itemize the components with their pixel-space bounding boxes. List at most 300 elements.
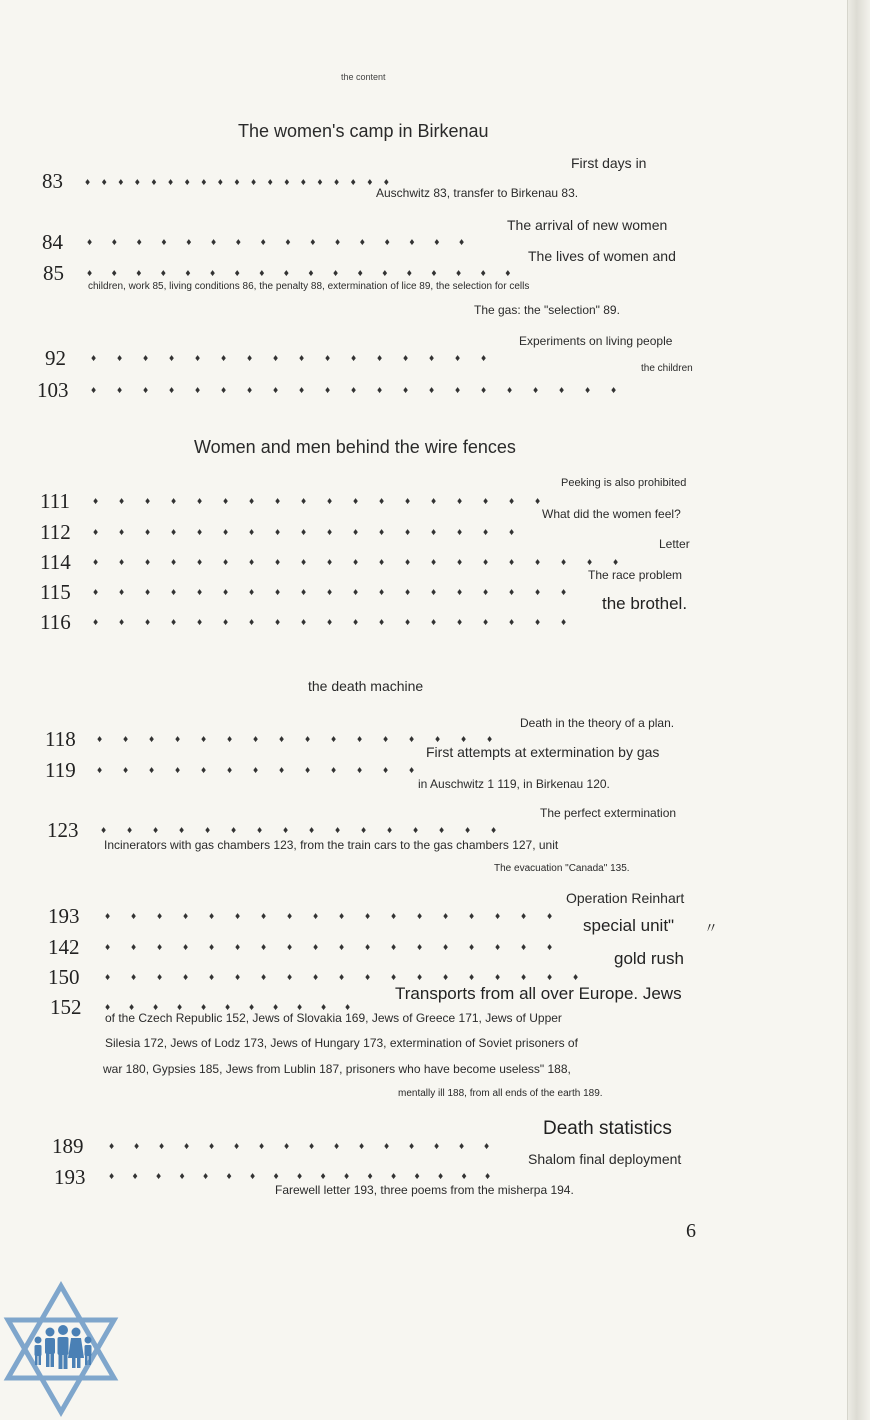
leader-dot: ♦ <box>520 943 528 952</box>
leader-dot: ♦ <box>338 943 346 952</box>
leader-dot: ♦ <box>196 588 204 597</box>
page-heading: the content <box>341 72 386 82</box>
leader-dot: ♦ <box>256 826 264 835</box>
leader-dot: ♦ <box>307 269 315 278</box>
leader-dot: ♦ <box>482 497 490 506</box>
leader-dot: ♦ <box>364 943 372 952</box>
page-number-entry: 193 <box>48 904 80 928</box>
leader-dot: ♦ <box>296 1172 304 1181</box>
leader-dot: ♦ <box>159 269 167 278</box>
leader-dot: ♦ <box>104 1003 112 1012</box>
leader-dot: ♦ <box>482 558 490 567</box>
leader-dot: ♦ <box>520 973 528 982</box>
leader-dot: ♦ <box>404 588 412 597</box>
leader-dot: ♦ <box>284 238 292 247</box>
leader-dot: ♦ <box>486 735 494 744</box>
leader-dot: ♦ <box>130 973 138 982</box>
entry-title: Letter <box>659 537 690 551</box>
leader-dot: ♦ <box>144 497 152 506</box>
leader-dot: ♦ <box>402 354 410 363</box>
leader-dot: ♦ <box>484 1172 492 1181</box>
entry-title: The perfect extermination <box>540 806 677 820</box>
leader-dot: ♦ <box>283 178 291 187</box>
leader-dot: ♦ <box>122 766 130 775</box>
leader-dot: ♦ <box>158 1142 166 1151</box>
leader-dot: ♦ <box>482 528 490 537</box>
leader-dot: ♦ <box>428 386 436 395</box>
entry-title: Operation Reinhart <box>566 890 685 906</box>
leader-dot: ♦ <box>490 826 498 835</box>
page-number-entry: 103 <box>37 378 69 402</box>
leader-dot: ♦ <box>200 178 208 187</box>
leader-dot: ♦ <box>144 528 152 537</box>
leader-dot: ♦ <box>408 238 416 247</box>
leader-dot: ♦ <box>358 238 366 247</box>
entry-title: First attempts at extermination by gas <box>426 744 660 760</box>
leader-dot: ♦ <box>330 766 338 775</box>
leader-dot: ♦ <box>86 238 94 247</box>
leader-dot: ♦ <box>352 497 360 506</box>
leader-dot: ♦ <box>458 1142 466 1151</box>
leader-dot: ♦ <box>356 269 364 278</box>
star-of-david-family-icon <box>0 1280 122 1418</box>
entry-description: Auschwitz 83, transfer to Birkenau 83. <box>376 186 579 200</box>
leader-dot: ♦ <box>320 1003 328 1012</box>
leader-dot: ♦ <box>300 528 308 537</box>
leader-dot: ♦ <box>534 588 542 597</box>
entry-description: The gas: the "selection" 89. <box>474 303 620 317</box>
leader-dot: ♦ <box>430 618 438 627</box>
leader-dot: ♦ <box>233 1142 241 1151</box>
leader-dot: ♦ <box>118 588 126 597</box>
leader-dot: ♦ <box>252 735 260 744</box>
leader-dot: ♦ <box>117 178 125 187</box>
leader-dot: ♦ <box>405 269 413 278</box>
leader-dot: ♦ <box>386 826 394 835</box>
leader-dot: ♦ <box>304 735 312 744</box>
quote-mark: 〃 <box>704 920 718 936</box>
leader-dot: ♦ <box>494 912 502 921</box>
leader-dot: ♦ <box>454 354 462 363</box>
leader-dot: ♦ <box>259 238 267 247</box>
leader-dot: ♦ <box>174 766 182 775</box>
entry-description: Silesia 172, Jews of Lodz 173, Jews of Hungary 173, extermination of Soviet prisoners of <box>105 1036 578 1050</box>
entry-description: war 180, Gypsies 185, Jews from Lublin 187, prisoners who have become useless" 188, <box>103 1062 571 1076</box>
leader-dot: ♦ <box>133 178 141 187</box>
leader-dot: ♦ <box>118 528 126 537</box>
leader-dot: ♦ <box>356 766 364 775</box>
leader-dot: ♦ <box>224 1003 232 1012</box>
leader-dot: ♦ <box>248 528 256 537</box>
leader-dot: ♦ <box>130 912 138 921</box>
leader-dot: ♦ <box>437 1172 445 1181</box>
leader-dot: ♦ <box>360 826 368 835</box>
leader-dot: ♦ <box>130 943 138 952</box>
leader-dot: ♦ <box>148 766 156 775</box>
leader-dot: ♦ <box>324 354 332 363</box>
leader-dot: ♦ <box>178 1172 186 1181</box>
leader-dot: ♦ <box>222 497 230 506</box>
leader-dot: ♦ <box>416 973 424 982</box>
leader-dot: ♦ <box>185 238 193 247</box>
leader-dot: ♦ <box>142 354 150 363</box>
leader-dot: ♦ <box>508 497 516 506</box>
leader-dot: ♦ <box>92 558 100 567</box>
leader-dot: ♦ <box>258 269 266 278</box>
leader-dot: ♦ <box>416 912 424 921</box>
entry-title: Shalom final deployment <box>528 1151 682 1167</box>
leader-dot: ♦ <box>390 1172 398 1181</box>
leader-dot: ♦ <box>381 269 389 278</box>
leader-dot: ♦ <box>116 354 124 363</box>
entry-description: Incinerators with gas chambers 123, from the train cars to the gas chambers 127, unit <box>104 838 559 852</box>
leader-dot: ♦ <box>534 618 542 627</box>
leader-dot: ♦ <box>324 386 332 395</box>
leader-dot: ♦ <box>233 178 241 187</box>
page-number-entry: 112 <box>40 520 71 544</box>
leader-dot: ♦ <box>412 826 420 835</box>
leader-dot: ♦ <box>520 912 528 921</box>
leader-dot: ♦ <box>286 973 294 982</box>
leader-dot: ♦ <box>92 528 100 537</box>
leader-dot: ♦ <box>128 1003 136 1012</box>
leader-dot: ♦ <box>230 826 238 835</box>
leader-dot: ♦ <box>460 735 468 744</box>
entry-title: Death in the theory of a plan. <box>520 716 675 730</box>
entry-title: Transports from all over Europe. Jews <box>395 984 682 1003</box>
leader-dot: ♦ <box>460 1172 468 1181</box>
leader-dot: ♦ <box>584 386 592 395</box>
leader-dot: ♦ <box>352 618 360 627</box>
leader-dot: ♦ <box>326 528 334 537</box>
page-number-entry: 92 <box>45 346 66 370</box>
leader-dot: ♦ <box>208 912 216 921</box>
leader-dot: ♦ <box>309 238 317 247</box>
page-number-entry: 142 <box>48 935 80 959</box>
leader-dot: ♦ <box>272 1003 280 1012</box>
leader-dot: ♦ <box>378 618 386 627</box>
leader-dot: ♦ <box>170 558 178 567</box>
leader-dot: ♦ <box>156 973 164 982</box>
leader-dot: ♦ <box>352 558 360 567</box>
leader-dot: ♦ <box>152 826 160 835</box>
leader-dot: ♦ <box>390 973 398 982</box>
leader-dot: ♦ <box>168 354 176 363</box>
entry-description: mentally ill 188, from all ends of the earth 189. <box>398 1088 603 1099</box>
leader-dot: ♦ <box>248 497 256 506</box>
leader-dot: ♦ <box>222 588 230 597</box>
leader-dot: ♦ <box>210 238 218 247</box>
leader-dot: ♦ <box>560 618 568 627</box>
leader-dot: ♦ <box>356 735 364 744</box>
leader-dot: ♦ <box>104 912 112 921</box>
leader-dot: ♦ <box>122 735 130 744</box>
leader-dot: ♦ <box>442 973 450 982</box>
leader-dot: ♦ <box>546 912 554 921</box>
leader-dot: ♦ <box>283 1142 291 1151</box>
page-number-entry: 84 <box>42 230 63 254</box>
leader-dot: ♦ <box>404 497 412 506</box>
leader-dot: ♦ <box>483 1142 491 1151</box>
leader-dot: ♦ <box>208 1142 216 1151</box>
leader-dot: ♦ <box>560 588 568 597</box>
leader-dot: ♦ <box>560 558 568 567</box>
leader-dot: ♦ <box>430 558 438 567</box>
leader-dot: ♦ <box>182 943 190 952</box>
leader-dot: ♦ <box>272 354 280 363</box>
entry-description: in Auschwitz 1 119, in Birkenau 120. <box>418 777 610 791</box>
leader-dot: ♦ <box>200 766 208 775</box>
leader-dot: ♦ <box>333 178 341 187</box>
leader-dot: ♦ <box>204 826 212 835</box>
leader-dot: ♦ <box>383 1142 391 1151</box>
leader-dot: ♦ <box>110 269 118 278</box>
leader-dot: ♦ <box>246 386 254 395</box>
leader-dot: ♦ <box>494 973 502 982</box>
leader-dot: ♦ <box>168 386 176 395</box>
leader-dot: ♦ <box>174 735 182 744</box>
leader-dot: ♦ <box>319 1172 327 1181</box>
leader-dot: ♦ <box>366 178 374 187</box>
leader-dot: ♦ <box>458 238 466 247</box>
leader-dot: ♦ <box>338 973 346 982</box>
page-number-entry: 118 <box>45 727 76 751</box>
page-number-entry: 83 <box>42 169 63 193</box>
entry-title: The lives of women and <box>528 248 676 264</box>
leader-dot: ♦ <box>312 912 320 921</box>
leader-dot: ♦ <box>532 386 540 395</box>
section-title-wire-fences: Women and men behind the wire fences <box>194 437 516 457</box>
leader-dot: ♦ <box>226 735 234 744</box>
leader-dot: ♦ <box>350 386 358 395</box>
leader-dot: ♦ <box>135 238 143 247</box>
leader-dot: ♦ <box>350 354 358 363</box>
leader-dot: ♦ <box>183 1142 191 1151</box>
leader-dot: ♦ <box>182 973 190 982</box>
leader-dot: ♦ <box>300 497 308 506</box>
leader-dot: ♦ <box>131 1172 139 1181</box>
page-number-entry: 116 <box>40 610 71 634</box>
leader-dot: ♦ <box>430 528 438 537</box>
leader-dot: ♦ <box>274 588 282 597</box>
leader-dot: ♦ <box>338 912 346 921</box>
leader-dot: ♦ <box>278 735 286 744</box>
leader-dot: ♦ <box>468 912 476 921</box>
leader-dot: ♦ <box>92 497 100 506</box>
leader-dot: ♦ <box>249 1172 257 1181</box>
leader-dot: ♦ <box>104 973 112 982</box>
leader-dot: ♦ <box>234 912 242 921</box>
leader-dot: ♦ <box>135 269 143 278</box>
leader-dot: ♦ <box>104 943 112 952</box>
leader-dot: ♦ <box>316 178 324 187</box>
entry-title: gold rush <box>614 949 684 968</box>
leader-dot: ♦ <box>118 497 126 506</box>
leader-dot: ♦ <box>300 558 308 567</box>
leader-dot: ♦ <box>434 735 442 744</box>
leader-dot: ♦ <box>332 269 340 278</box>
leader-dot: ♦ <box>382 178 390 187</box>
leader-dot: ♦ <box>442 912 450 921</box>
leader-dot: ♦ <box>246 354 254 363</box>
leader-dot: ♦ <box>390 912 398 921</box>
leader-dot: ♦ <box>326 618 334 627</box>
leader-dot: ♦ <box>152 1003 160 1012</box>
leader-dot: ♦ <box>456 558 464 567</box>
leader-dot: ♦ <box>118 558 126 567</box>
leader-dot: ♦ <box>428 354 436 363</box>
leader-dot: ♦ <box>144 588 152 597</box>
leader-dot: ♦ <box>344 1003 352 1012</box>
leader-dot: ♦ <box>376 354 384 363</box>
leader-dot: ♦ <box>258 1142 266 1151</box>
leader-dot: ♦ <box>378 558 386 567</box>
leader-dot: ♦ <box>194 354 202 363</box>
page-number-entry: 114 <box>40 550 71 574</box>
leader-dot: ♦ <box>334 826 342 835</box>
entry-description: of the Czech Republic 152, Jews of Slovakia 169, Jews of Greece 171, Jews of Upper <box>105 1011 562 1025</box>
leader-dot: ♦ <box>282 826 290 835</box>
leader-dot: ♦ <box>90 354 98 363</box>
leader-dot: ♦ <box>183 178 191 187</box>
leader-dot: ♦ <box>208 973 216 982</box>
leader-dot: ♦ <box>408 735 416 744</box>
leader-dot: ♦ <box>404 558 412 567</box>
leader-dot: ♦ <box>390 943 398 952</box>
page-number-entry: 85 <box>43 261 64 285</box>
page-number-entry: 152 <box>50 995 82 1019</box>
leader-dot: ♦ <box>248 588 256 597</box>
leader-dot: ♦ <box>144 558 152 567</box>
leader-dot: ♦ <box>376 386 384 395</box>
leader-dot: ♦ <box>194 386 202 395</box>
leader-dot: ♦ <box>343 1172 351 1181</box>
leader-dot: ♦ <box>200 735 208 744</box>
leader-dot: ♦ <box>108 1142 116 1151</box>
leader-dot: ♦ <box>404 618 412 627</box>
leader-dot: ♦ <box>612 558 620 567</box>
leader-dot: ♦ <box>234 973 242 982</box>
leader-dot: ♦ <box>176 1003 184 1012</box>
entry-title: the children <box>641 363 693 374</box>
leader-dot: ♦ <box>196 558 204 567</box>
leader-dot: ♦ <box>282 269 290 278</box>
leader-dot: ♦ <box>300 618 308 627</box>
page-edge <box>847 0 870 1420</box>
entry-title: First days in <box>571 155 647 171</box>
leader-dot: ♦ <box>274 558 282 567</box>
leader-dot: ♦ <box>482 618 490 627</box>
leader-dot: ♦ <box>233 269 241 278</box>
leader-dot: ♦ <box>430 497 438 506</box>
leader-dot: ♦ <box>200 1003 208 1012</box>
page-number-entry: 150 <box>48 965 80 989</box>
leader-dot: ♦ <box>133 1142 141 1151</box>
leader-dot: ♦ <box>408 1142 416 1151</box>
leader-dot: ♦ <box>326 558 334 567</box>
leader-dot: ♦ <box>468 973 476 982</box>
leader-dot: ♦ <box>248 558 256 567</box>
leader-dot: ♦ <box>170 497 178 506</box>
leader-dot: ♦ <box>610 386 618 395</box>
leader-dot: ♦ <box>86 269 94 278</box>
leader-dot: ♦ <box>366 1172 374 1181</box>
leader-dot: ♦ <box>100 826 108 835</box>
leader-dot: ♦ <box>416 943 424 952</box>
leader-dot: ♦ <box>178 826 186 835</box>
leader-dot: ♦ <box>508 618 516 627</box>
entry-title: What did the women feel? <box>542 507 681 521</box>
leader-dot: ♦ <box>170 618 178 627</box>
leader-dot: ♦ <box>260 943 268 952</box>
leader-dot: ♦ <box>586 558 594 567</box>
leader-dot: ♦ <box>352 528 360 537</box>
leader-dot: ♦ <box>308 1142 316 1151</box>
leader-dot: ♦ <box>144 618 152 627</box>
leader-dot: ♦ <box>90 386 98 395</box>
leader-dot: ♦ <box>222 528 230 537</box>
leader-dot: ♦ <box>312 973 320 982</box>
leader-dot: ♦ <box>558 386 566 395</box>
leader-dot: ♦ <box>92 588 100 597</box>
leader-dot: ♦ <box>508 588 516 597</box>
leader-dot: ♦ <box>126 826 134 835</box>
entry-title: Peeking is also prohibited <box>561 477 687 489</box>
leader-dot: ♦ <box>209 269 217 278</box>
entry-description: Farewell letter 193, three poems from the misherpa 194. <box>275 1183 574 1197</box>
leader-dot: ♦ <box>278 766 286 775</box>
leader-dot: ♦ <box>454 386 462 395</box>
leader-dot: ♦ <box>96 766 104 775</box>
leader-dot: ♦ <box>456 618 464 627</box>
leader-dot: ♦ <box>184 269 192 278</box>
entry-title: The race problem <box>588 568 683 582</box>
leader-dot: ♦ <box>494 943 502 952</box>
leader-dot: ♦ <box>182 912 190 921</box>
leader-dot: ♦ <box>296 1003 304 1012</box>
leader-dot: ♦ <box>234 943 242 952</box>
leader-dot: ♦ <box>196 497 204 506</box>
leader-dot: ♦ <box>272 1172 280 1181</box>
leader-dot: ♦ <box>464 826 472 835</box>
leader-dot: ♦ <box>220 354 228 363</box>
leader-dot: ♦ <box>546 973 554 982</box>
leader-dot: ♦ <box>546 943 554 952</box>
leader-dot: ♦ <box>508 558 516 567</box>
page-number: 6 <box>686 1220 696 1242</box>
leader-dot: ♦ <box>438 826 446 835</box>
leader-dot: ♦ <box>222 558 230 567</box>
page-number-entry: 115 <box>40 580 71 604</box>
leader-dot: ♦ <box>108 1172 116 1181</box>
leader-dot: ♦ <box>155 1172 163 1181</box>
leader-dot: ♦ <box>142 386 150 395</box>
leader-dot: ♦ <box>216 178 224 187</box>
leader-dot: ♦ <box>480 354 488 363</box>
leader-dot: ♦ <box>100 178 108 187</box>
leader-dot: ♦ <box>456 588 464 597</box>
entry-description: The evacuation "Canada" 135. <box>494 863 630 874</box>
leader-dot: ♦ <box>150 178 158 187</box>
leader-dot: ♦ <box>252 766 260 775</box>
leader-dot: ♦ <box>378 588 386 597</box>
leader-dot: ♦ <box>333 1142 341 1151</box>
leader-dot: ♦ <box>300 588 308 597</box>
leader-dot: ♦ <box>272 386 280 395</box>
leader-dot: ♦ <box>534 558 542 567</box>
page-number-entry: 193 <box>54 1165 86 1189</box>
leader-dot: ♦ <box>326 588 334 597</box>
